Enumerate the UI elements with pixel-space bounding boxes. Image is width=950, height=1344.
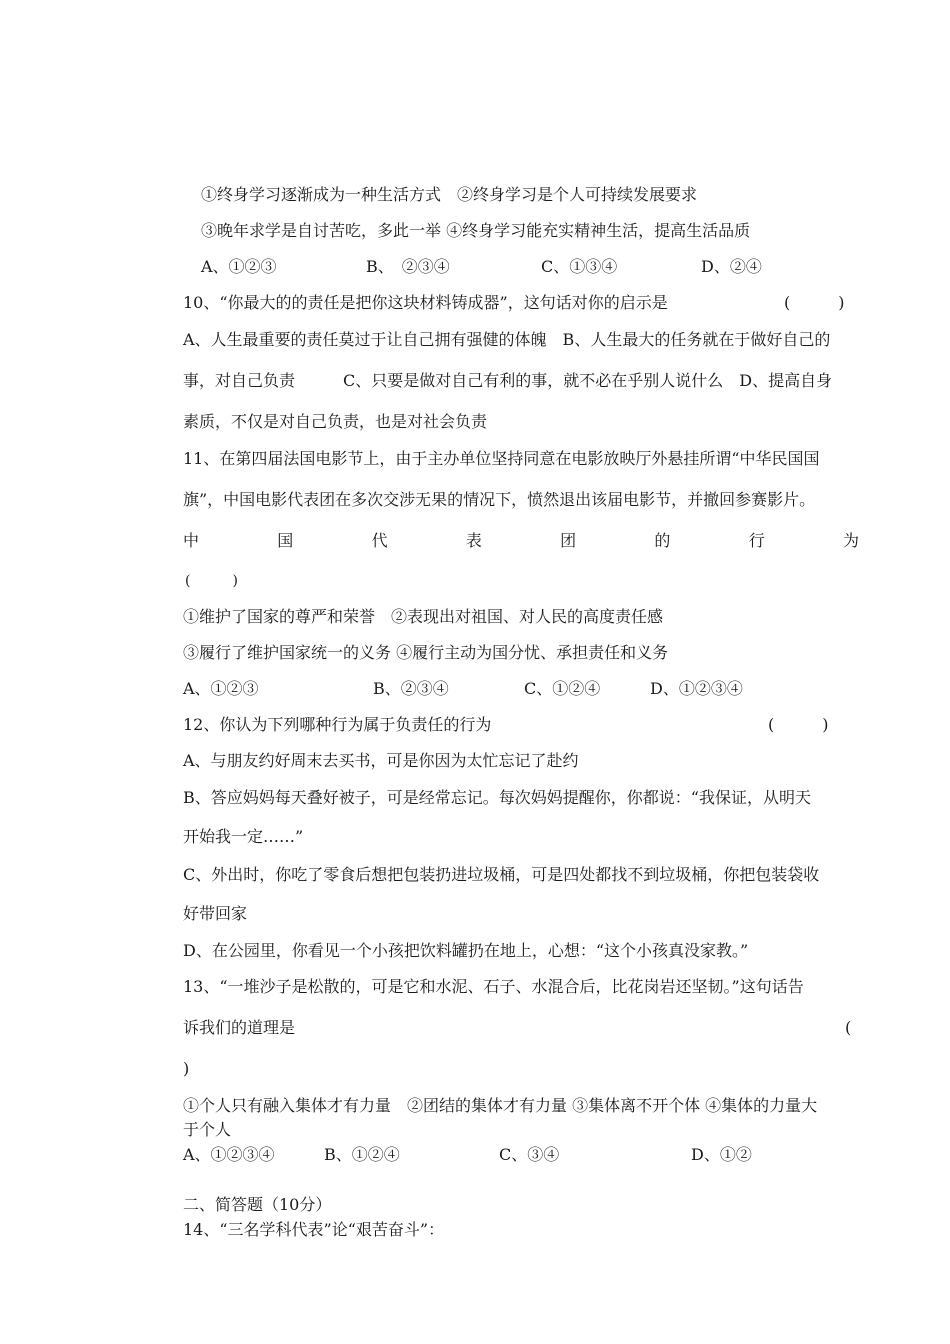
- q11-spread-char: 为: [842, 531, 859, 550]
- q11-spread-char: 行: [748, 531, 765, 550]
- q11-statements-3-4: ③履行了维护国家统一的义务 ④履行主动为国分忧、承担责任和义务: [183, 643, 669, 662]
- q10-options-line-1: A、人生最重要的责任莫过于让自己拥有强健的体魄 B、人生最大的任务就在于做好自己的: [183, 330, 831, 349]
- q9-option-d: D、②④: [701, 257, 762, 276]
- q9-statements-1-2: ①终身学习逐渐成为一种生活方式 ②终身学习是个人可持续发展要求: [201, 185, 698, 204]
- q10-answer-paren: ( ): [784, 293, 845, 312]
- q10-stem: 10、“你最大的的责任是把你这块材料铸成器”，这句话对你的启示是: [183, 293, 668, 312]
- q11-spread-char: 团: [560, 531, 577, 550]
- q12-option-d: D、在公园里，你看见一个小孩把饮料罐扔在地上，心想：“这个小孩真没家教。”: [183, 941, 749, 960]
- q12-stem: 12、你认为下列哪种行为属于负责任的行为: [183, 715, 492, 734]
- q11-stem-line-1: 11、在第四届法国电影节上，由于主办单位坚持同意在电影放映厅外悬挂所谓“中华民国国: [183, 449, 820, 468]
- q12-option-b-line-2: 开始我一定……”: [183, 827, 304, 846]
- q11-stem-line-2: 旗”，中国电影代表团在多次交涉无果的情况下，愤然退出该届电影节，并撤回参赛影片。: [183, 490, 816, 509]
- q11-answer-paren: ( ): [185, 573, 238, 589]
- q9-statements-3-4: ③晚年求学是自讨苦吃，多此一举 ④终身学习能充实精神生活，提高生活品质: [201, 221, 751, 240]
- q12-answer-paren: ( ): [768, 715, 829, 734]
- q11-option-c: C、①②④: [524, 679, 601, 698]
- q13-answer-paren-close: ): [183, 1059, 190, 1078]
- q13-statements-line-1: ①个人只有融入集体才有力量 ②团结的集体才有力量 ③集体离不开个体 ④集体的力量大: [183, 1096, 818, 1115]
- q11-statements-1-2: ①维护了国家的尊严和荣誉 ②表现出对祖国、对人民的高度责任感: [183, 607, 664, 626]
- q9-option-a: A、①②③: [201, 257, 277, 276]
- q14-stem: 14、“三名学科代表”论“艰苦奋斗”：: [183, 1220, 445, 1239]
- q11-spread-char: 表: [465, 531, 482, 550]
- q13-statements-line-2: 于个人: [183, 1120, 232, 1139]
- q13-answer-paren-open: (: [845, 1018, 852, 1037]
- q13-option-b: B、①②④: [324, 1145, 400, 1164]
- q10-options-line-3: 素质，不仅是对自己负责，也是对社会负责: [183, 412, 488, 431]
- q11-option-b: B、②③④: [373, 679, 449, 698]
- q11-spread-char: 代: [371, 531, 388, 550]
- q11-spread-char: 国: [277, 531, 294, 550]
- q13-option-d: D、①②: [691, 1145, 752, 1164]
- q12-option-c-line-1: C、外出时，你吃了零食后想把包装扔进垃圾桶，可是四处都找不到垃圾桶，你把包装袋收: [183, 865, 820, 884]
- section-heading: 二、简答题（10分）: [183, 1195, 332, 1214]
- q11-spread-char: 的: [654, 531, 671, 550]
- q13-option-a: A、①②③④: [183, 1145, 275, 1164]
- q13-stem-line-2: 诉我们的道理是: [183, 1018, 296, 1037]
- q12-option-b-line-1: B、答应妈妈每天叠好被子，可是经常忘记。每次妈妈提醒你，你都说：“我保证，从明天: [183, 788, 811, 807]
- q13-stem-line-1: 13、“一堆沙子是松散的，可是它和水泥、石子、水混合后，比花岗岩还坚韧。”这句话告: [183, 977, 804, 996]
- q11-option-a: A、①②③: [183, 679, 259, 698]
- q11-option-d: D、①②③④: [650, 679, 743, 698]
- q11-stem-line-3: [183, 531, 859, 551]
- q11-spread-char: 中: [183, 531, 200, 550]
- q12-option-a: A、与朋友约好周末去买书，可是你因为太忙忘记了赴约: [183, 751, 579, 770]
- q10-options-line-2: 事，对自己负责 C、只要是做对自己有利的事，就不必在乎别人说什么 D、提高自身: [183, 371, 833, 390]
- q9-option-c: C、①③④: [541, 257, 618, 276]
- q9-option-b: B、 ②③④: [366, 257, 450, 276]
- q13-option-c: C、③④: [499, 1145, 560, 1164]
- q12-option-c-line-2: 好带回家: [183, 904, 248, 923]
